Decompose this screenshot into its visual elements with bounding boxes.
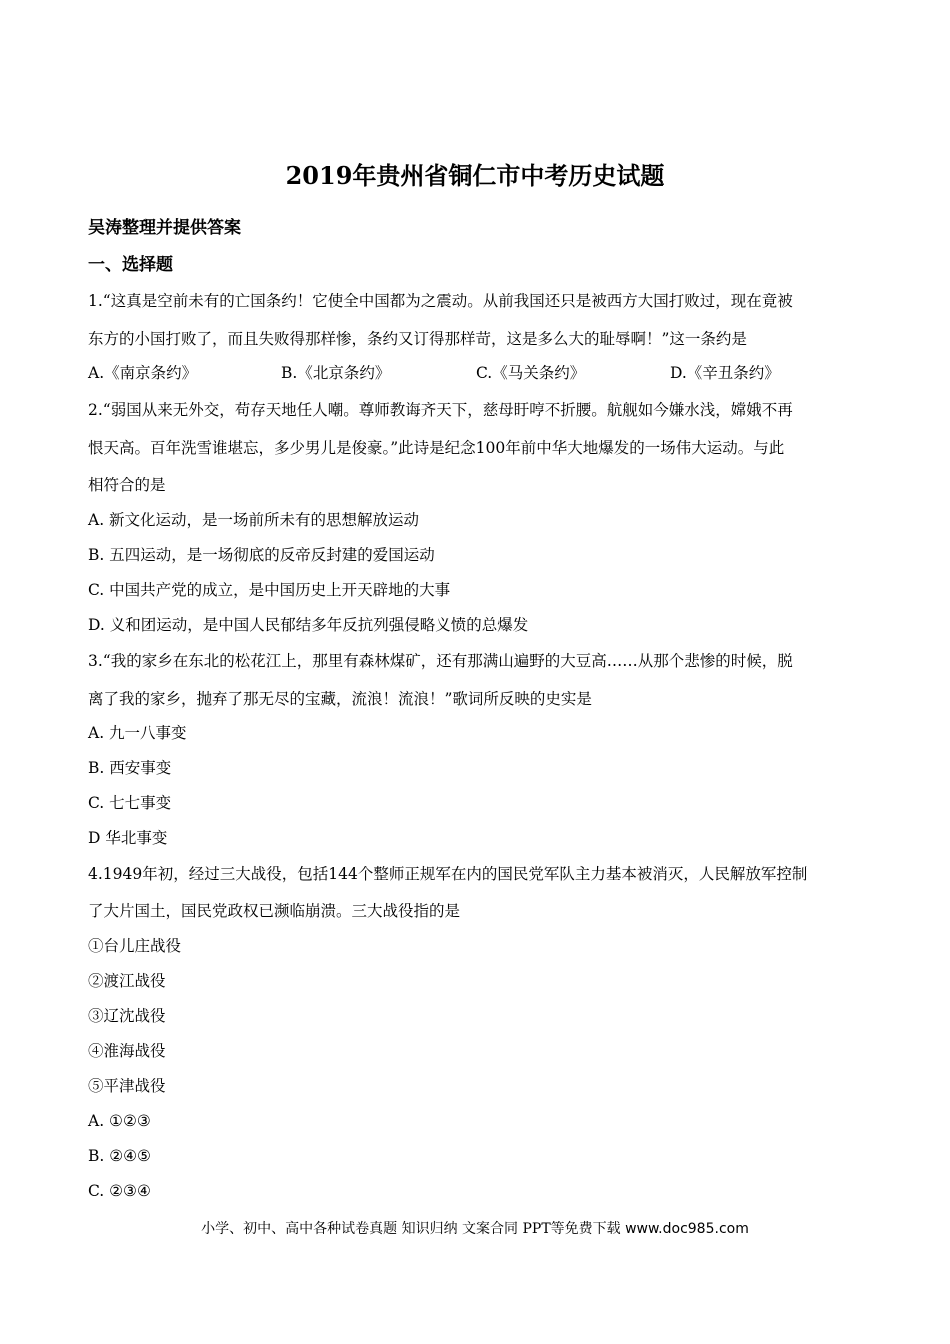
question-4-option-c: C. ②③④ <box>88 1182 151 1200</box>
question-2-line-2: 恨天高。百年洗雪谁堪忘，多少男儿是俊豪。”此诗是纪念100年前中华大地爆发的一场伟大运动。与此 <box>88 439 785 457</box>
question-3-option-d: D 华北事变 <box>88 829 168 847</box>
section-heading: 一、选择题 <box>88 255 173 275</box>
question-1-option-a: A.《南京条约》 <box>88 364 198 382</box>
question-2-line-3: 相符合的是 <box>88 476 166 494</box>
question-1-option-d: D.《辛丑条约》 <box>670 364 780 382</box>
question-3-line-1: 3.“我的家乡在东北的松花江上，那里有森林煤矿，还有那满山遍野的大豆高……从那个悲惨的时候，脱 <box>88 652 793 670</box>
subtitle: 吴涛整理并提供答案 <box>88 218 241 238</box>
question-4-item-5: ⑤平津战役 <box>88 1077 166 1095</box>
question-1-option-c: C.《马关条约》 <box>476 364 586 382</box>
question-4-line-1: 4.1949年初，经过三大战役，包括144个整师正规军在内的国民党军队主力基本被消灭，人民解放军控制 <box>88 865 808 883</box>
question-2-option-d: D. 义和团运动，是中国人民郁结多年反抗列强侵略义愤的总爆发 <box>88 616 529 634</box>
question-2-option-a: A. 新文化运动，是一场前所未有的思想解放运动 <box>88 511 420 529</box>
question-3-line-2: 离了我的家乡，抛弃了那无尽的宝藏，流浪！流浪！”歌词所反映的史实是 <box>88 690 592 708</box>
question-4-item-3: ③辽沈战役 <box>88 1007 166 1025</box>
question-3-option-b: B. 西安事变 <box>88 759 172 777</box>
footer-text: 小学、初中、高中各种试卷真题 知识归纳 文案合同 PPT等免费下载 <box>201 1221 621 1237</box>
page-title: 2019年贵州省铜仁市中考历史试题 <box>285 161 665 190</box>
question-4-item-4: ④淮海战役 <box>88 1042 166 1060</box>
question-4-item-1: ①台儿庄战役 <box>88 937 182 955</box>
question-3-option-c: C. 七七事变 <box>88 794 172 812</box>
question-1-line-1: 1.“这真是空前未有的亡国条约！它使全中国都为之震动。从前我国还只是被西方大国打败过，现在竟被 <box>88 292 793 310</box>
question-3-option-a: A. 九一八事变 <box>88 724 187 742</box>
question-2-option-c: C. 中国共产党的成立，是中国历史上开天辟地的大事 <box>88 581 451 599</box>
question-4-option-a: A. ①②③ <box>88 1112 151 1130</box>
question-1-options <box>88 363 868 383</box>
page-footer <box>0 1219 950 1239</box>
question-2-line-1: 2.“弱国从来无外交，苟存天地任人嘲。尊师教诲齐天下，慈母盱哼不折腰。航舰如今嫌水浅，嫦娥不再 <box>88 401 793 419</box>
question-2-option-b: B. 五四运动，是一场彻底的反帝反封建的爱国运动 <box>88 546 435 564</box>
question-4-line-2: 了大片国土，国民党政权已濒临崩溃。三大战役指的是 <box>88 902 461 920</box>
question-1-line-2: 东方的小国打败了，而且失败得那样惨，条约又订得那样苛，这是多么大的耻辱啊！”这一条约是 <box>88 330 747 348</box>
footer-link[interactable]: www.doc985.com <box>625 1221 749 1237</box>
question-1-option-b: B.《北京条约》 <box>281 364 391 382</box>
question-4-item-2: ②渡江战役 <box>88 972 166 990</box>
question-4-option-b: B. ②④⑤ <box>88 1147 151 1165</box>
